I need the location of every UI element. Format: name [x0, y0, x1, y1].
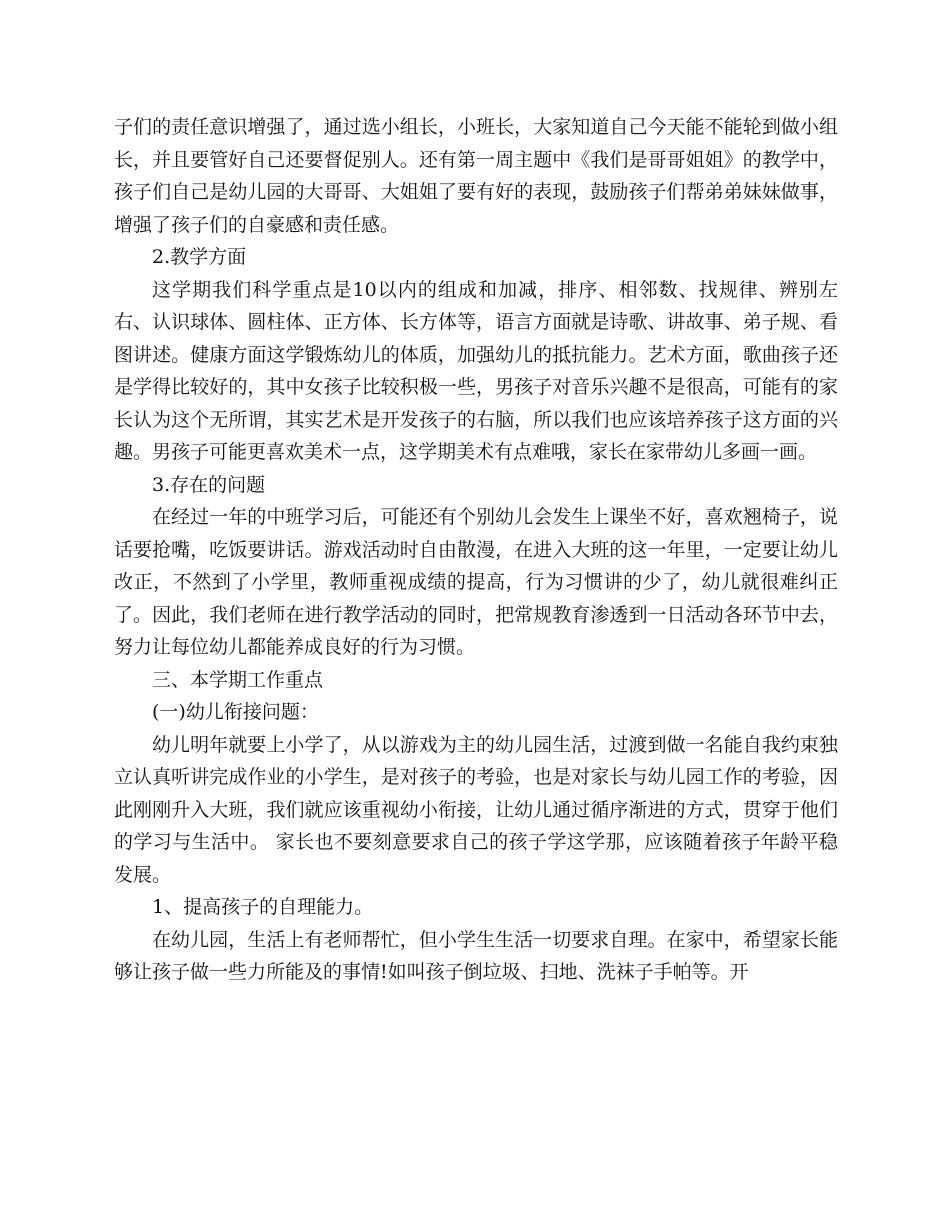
paragraph-responsibility: 子们的责任意识增强了，通过选小组长，小班长，大家知道自己今天能不能轮到做小组长，并且要管好自己还要督促别人。还有第一周主题中《我们是哥哥姐姐》的教学中，孩子们自己是幼儿园的大哥哥、大姐姐了要有好的表现，鼓励孩子们帮弟弟妹妹做事，增强了孩子们的自豪感和责任感。	[114, 116, 838, 236]
paragraph-problems: 在经过一年的中班学习后，可能还有个别幼儿会发生上课坐不好，喜欢翘椅子，说话要抢嘴，吃饭要讲话。游戏活动时自由散漫，在进入大班的这一年里，一定要让幼儿改正，不然到了小学里，教师重视成绩的提高，行为习惯讲的少了，幼儿就很难纠正了。因此，我们老师在进行教学活动的同时，把常规教育渗透到一日活动各环节中去，努力让每位幼儿都能养成良好的行为习惯。	[114, 506, 838, 658]
heading-self-care: 1、提高孩子的自理能力。	[152, 896, 374, 918]
heading-transition: (一)幼儿衔接问题：	[152, 701, 319, 723]
heading-problems: 3.存在的问题	[152, 473, 266, 496]
paragraph-self-care: 在幼儿园，生活上有老师帮忙，但小学生生活一切要求自理。在家中，希望家长能够让孩子做一些力所能及的事情!如叫孩子倒垃圾、扫地、洗袜子手帕等。开	[114, 928, 838, 983]
heading-teaching: 2.教学方面	[152, 246, 247, 268]
heading-semester-focus: 三、本学期工作重点	[152, 668, 324, 691]
paragraph-transition: 幼儿明年就要上小学了，从以游戏为主的幼儿园生活，过渡到做一名能自我约束独立认真听讲完成作业的小学生，是对孩子的考验，也是对家长与幼儿园工作的考验，因此刚刚升入大班，我们就应该重视幼小衔接，让幼儿通过循序渐进的方式，贯穿于他们的学习与生活中。 家长也不要刻意要求自己的孩子学这学那，应该随着孩子年龄平稳发展。	[114, 733, 838, 886]
paragraph-teaching: 这学期我们科学重点是10以内的组成和加减，排序、相邻数、找规律、辨别左右、认识球体、圆柱体、正方体、长方体等，语言方面就是诗歌、讲故事、弟子规、看图讲述。健康方面这学锻炼幼儿的体质，加强幼儿的抵抗能力。艺术方面，歌曲孩子还是学得比较好的，其中女孩子比较积极一些，男孩子对音乐兴趣不是很高，可能有的家长认为这个无所谓，其实艺术是开发孩子的右脑，所以我们也应该培养孩子这方面的兴趣。男孩子可能更喜欢美术一点，这学期美术有点难哦，家长在家带幼儿多画一画。	[114, 278, 838, 463]
document-page	[114, 111, 838, 989]
